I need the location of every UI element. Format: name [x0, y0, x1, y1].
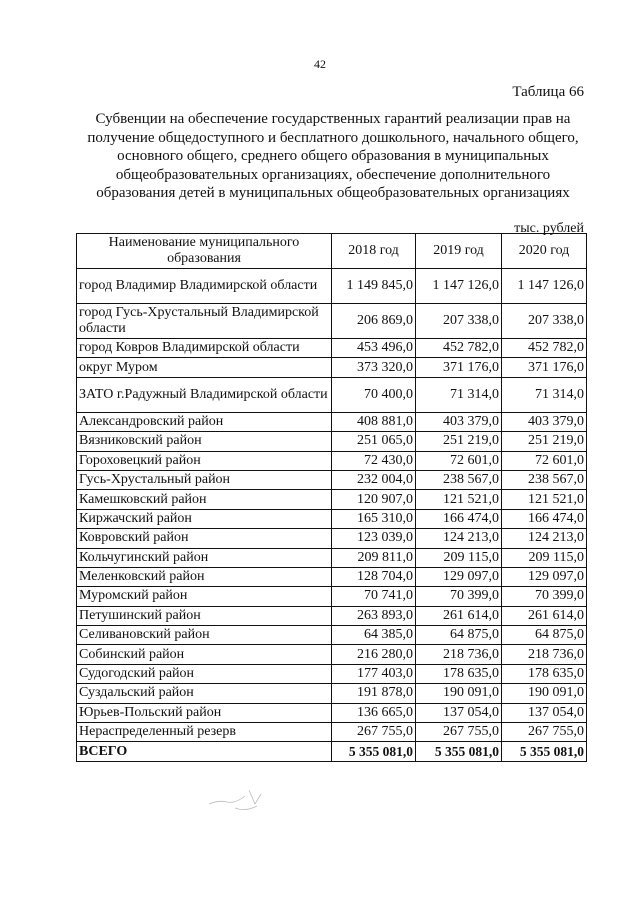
- cell-value-2020: 218 736,0: [502, 645, 587, 664]
- title-line: основного общего, среднего общего образования в муниципальных: [117, 148, 549, 164]
- cell-value-2020: 124 213,0: [502, 529, 587, 548]
- cell-value-2019: 1 147 126,0: [416, 269, 502, 304]
- cell-value-2018: 408 881,0: [332, 412, 416, 431]
- cell-value-2020: 452 782,0: [502, 339, 587, 358]
- cell-value-2020: 207 338,0: [502, 304, 587, 339]
- cell-value-2018: 64 385,0: [332, 626, 416, 645]
- cell-value-2018: 120 907,0: [332, 490, 416, 509]
- cell-value-2020: 267 755,0: [502, 723, 587, 742]
- cell-value-2019: 207 338,0: [416, 304, 502, 339]
- cell-value-2020: 209 115,0: [502, 548, 587, 567]
- table-row: [77, 529, 587, 548]
- cell-municipality: город Ковров Владимирской области: [77, 339, 332, 358]
- table-row: [77, 626, 587, 645]
- table-row: [77, 606, 587, 625]
- cell-value-2018: 1 149 845,0: [332, 269, 416, 304]
- cell-value-2020: 190 091,0: [502, 684, 587, 703]
- total-label: ВСЕГО: [77, 742, 332, 762]
- cell-value-2019: 137 054,0: [416, 703, 502, 722]
- cell-value-2019: 403 379,0: [416, 412, 502, 431]
- cell-value-2019: 178 635,0: [416, 664, 502, 683]
- title-line: образования детей в муниципальных общеобразовательных организациях: [96, 185, 570, 201]
- cell-value-2018: 165 310,0: [332, 509, 416, 528]
- cell-value-2018: 206 869,0: [332, 304, 416, 339]
- cell-municipality: Селивановский район: [77, 626, 332, 645]
- cell-municipality: Гороховецкий район: [77, 451, 332, 470]
- header-2019: 2019 год: [416, 234, 502, 269]
- cell-municipality: Александровский район: [77, 412, 332, 431]
- cell-value-2020: 71 314,0: [502, 377, 587, 412]
- cell-value-2020: 64 875,0: [502, 626, 587, 645]
- cell-municipality: город Владимир Владимирской области: [77, 269, 332, 304]
- table-row: [77, 664, 587, 683]
- cell-value-2019: 129 097,0: [416, 567, 502, 586]
- cell-value-2019: 452 782,0: [416, 339, 502, 358]
- cell-value-2018: 373 320,0: [332, 358, 416, 377]
- cell-municipality: Судогодский район: [77, 664, 332, 683]
- cell-municipality: Муромский район: [77, 587, 332, 606]
- cell-value-2019: 218 736,0: [416, 645, 502, 664]
- header-name: Наименование муниципального образования: [77, 234, 332, 269]
- title-line: получение общедоступного и бесплатного дошкольного, начального общего,: [87, 129, 579, 146]
- total-value-2020: 5 355 081,0: [502, 742, 587, 762]
- cell-value-2020: 70 399,0: [502, 587, 587, 606]
- cell-value-2018: 232 004,0: [332, 470, 416, 489]
- cell-value-2020: 261 614,0: [502, 606, 587, 625]
- scribble-mark-icon: [205, 782, 285, 822]
- page-number: 42: [314, 57, 326, 71]
- cell-value-2019: 166 474,0: [416, 509, 502, 528]
- cell-value-2018: 191 878,0: [332, 684, 416, 703]
- table-row: [77, 339, 587, 358]
- table-row: [77, 490, 587, 509]
- cell-municipality: Киржачский район: [77, 509, 332, 528]
- cell-value-2020: 251 219,0: [502, 432, 587, 451]
- table-row: [77, 304, 587, 339]
- cell-municipality: Суздальский район: [77, 684, 332, 703]
- cell-value-2018: 209 811,0: [332, 548, 416, 567]
- cell-value-2020: 1 147 126,0: [502, 269, 587, 304]
- title-line: Субвенции на обеспечение государственных гарантий реализации прав на: [95, 111, 571, 127]
- table-row: [77, 587, 587, 606]
- cell-value-2018: 177 403,0: [332, 664, 416, 683]
- cell-value-2020: 371 176,0: [502, 358, 587, 377]
- cell-municipality: Кольчугинский район: [77, 548, 332, 567]
- header-2020: 2020 год: [502, 234, 587, 269]
- cell-municipality: Ковровский район: [77, 529, 332, 548]
- cell-value-2018: 136 665,0: [332, 703, 416, 722]
- subventions-table: [76, 233, 587, 762]
- cell-municipality: Камешковский район: [77, 490, 332, 509]
- table-row: [77, 723, 587, 742]
- cell-value-2020: 137 054,0: [502, 703, 587, 722]
- table-row: [77, 451, 587, 470]
- cell-value-2018: 72 430,0: [332, 451, 416, 470]
- unit-label: тыс. рублей: [514, 221, 584, 236]
- table-label: Таблица 66: [512, 84, 584, 100]
- cell-value-2019: 72 601,0: [416, 451, 502, 470]
- table-row: [77, 412, 587, 431]
- cell-municipality: Меленковский район: [77, 567, 332, 586]
- table-row: [77, 432, 587, 451]
- cell-value-2018: 263 893,0: [332, 606, 416, 625]
- cell-municipality: Петушинский район: [77, 606, 332, 625]
- cell-municipality: город Гусь-Хрустальный Владимирской области: [77, 304, 332, 339]
- table-row: [77, 509, 587, 528]
- cell-value-2018: 70 741,0: [332, 587, 416, 606]
- cell-value-2018: 216 280,0: [332, 645, 416, 664]
- cell-value-2019: 124 213,0: [416, 529, 502, 548]
- table-row: [77, 548, 587, 567]
- total-row: [77, 742, 587, 762]
- table-row: [77, 269, 587, 304]
- table-row: [77, 470, 587, 489]
- cell-municipality: Нераспределенный резерв: [77, 723, 332, 742]
- cell-municipality: Юрьев-Польский район: [77, 703, 332, 722]
- cell-value-2019: 267 755,0: [416, 723, 502, 742]
- cell-value-2020: 72 601,0: [502, 451, 587, 470]
- cell-value-2018: 123 039,0: [332, 529, 416, 548]
- cell-municipality: Вязниковский район: [77, 432, 332, 451]
- header-2018: 2018 год: [332, 234, 416, 269]
- cell-value-2019: 190 091,0: [416, 684, 502, 703]
- cell-value-2020: 166 474,0: [502, 509, 587, 528]
- cell-value-2019: 238 567,0: [416, 470, 502, 489]
- cell-value-2019: 371 176,0: [416, 358, 502, 377]
- total-value-2019: 5 355 081,0: [416, 742, 502, 762]
- table-row: [77, 377, 587, 412]
- table-row: [77, 703, 587, 722]
- cell-value-2020: 178 635,0: [502, 664, 587, 683]
- cell-value-2019: 251 219,0: [416, 432, 502, 451]
- cell-value-2018: 267 755,0: [332, 723, 416, 742]
- table-body: [77, 269, 587, 762]
- cell-value-2019: 261 614,0: [416, 606, 502, 625]
- table-row: [77, 567, 587, 586]
- title-line: общеобразовательных организациях, обеспечение дополнительного: [115, 166, 551, 183]
- cell-value-2019: 70 399,0: [416, 587, 502, 606]
- cell-value-2019: 121 521,0: [416, 490, 502, 509]
- cell-value-2020: 121 521,0: [502, 490, 587, 509]
- cell-value-2020: 129 097,0: [502, 567, 587, 586]
- cell-value-2018: 453 496,0: [332, 339, 416, 358]
- cell-value-2020: 403 379,0: [502, 412, 587, 431]
- table-row: [77, 358, 587, 377]
- cell-municipality: Собинский район: [77, 645, 332, 664]
- cell-municipality: Гусь-Хрустальный район: [77, 470, 332, 489]
- cell-value-2018: 70 400,0: [332, 377, 416, 412]
- total-value-2018: 5 355 081,0: [332, 742, 416, 762]
- cell-value-2019: 209 115,0: [416, 548, 502, 567]
- table-row: [77, 645, 587, 664]
- table-row: [77, 684, 587, 703]
- cell-value-2018: 251 065,0: [332, 432, 416, 451]
- cell-municipality: округ Муром: [77, 358, 332, 377]
- cell-value-2019: 64 875,0: [416, 626, 502, 645]
- document-title: [78, 110, 588, 203]
- cell-value-2018: 128 704,0: [332, 567, 416, 586]
- cell-value-2019: 71 314,0: [416, 377, 502, 412]
- cell-value-2020: 238 567,0: [502, 470, 587, 489]
- cell-municipality: ЗАТО г.Радужный Владимирской области: [77, 377, 332, 412]
- table-header-row: [77, 234, 587, 269]
